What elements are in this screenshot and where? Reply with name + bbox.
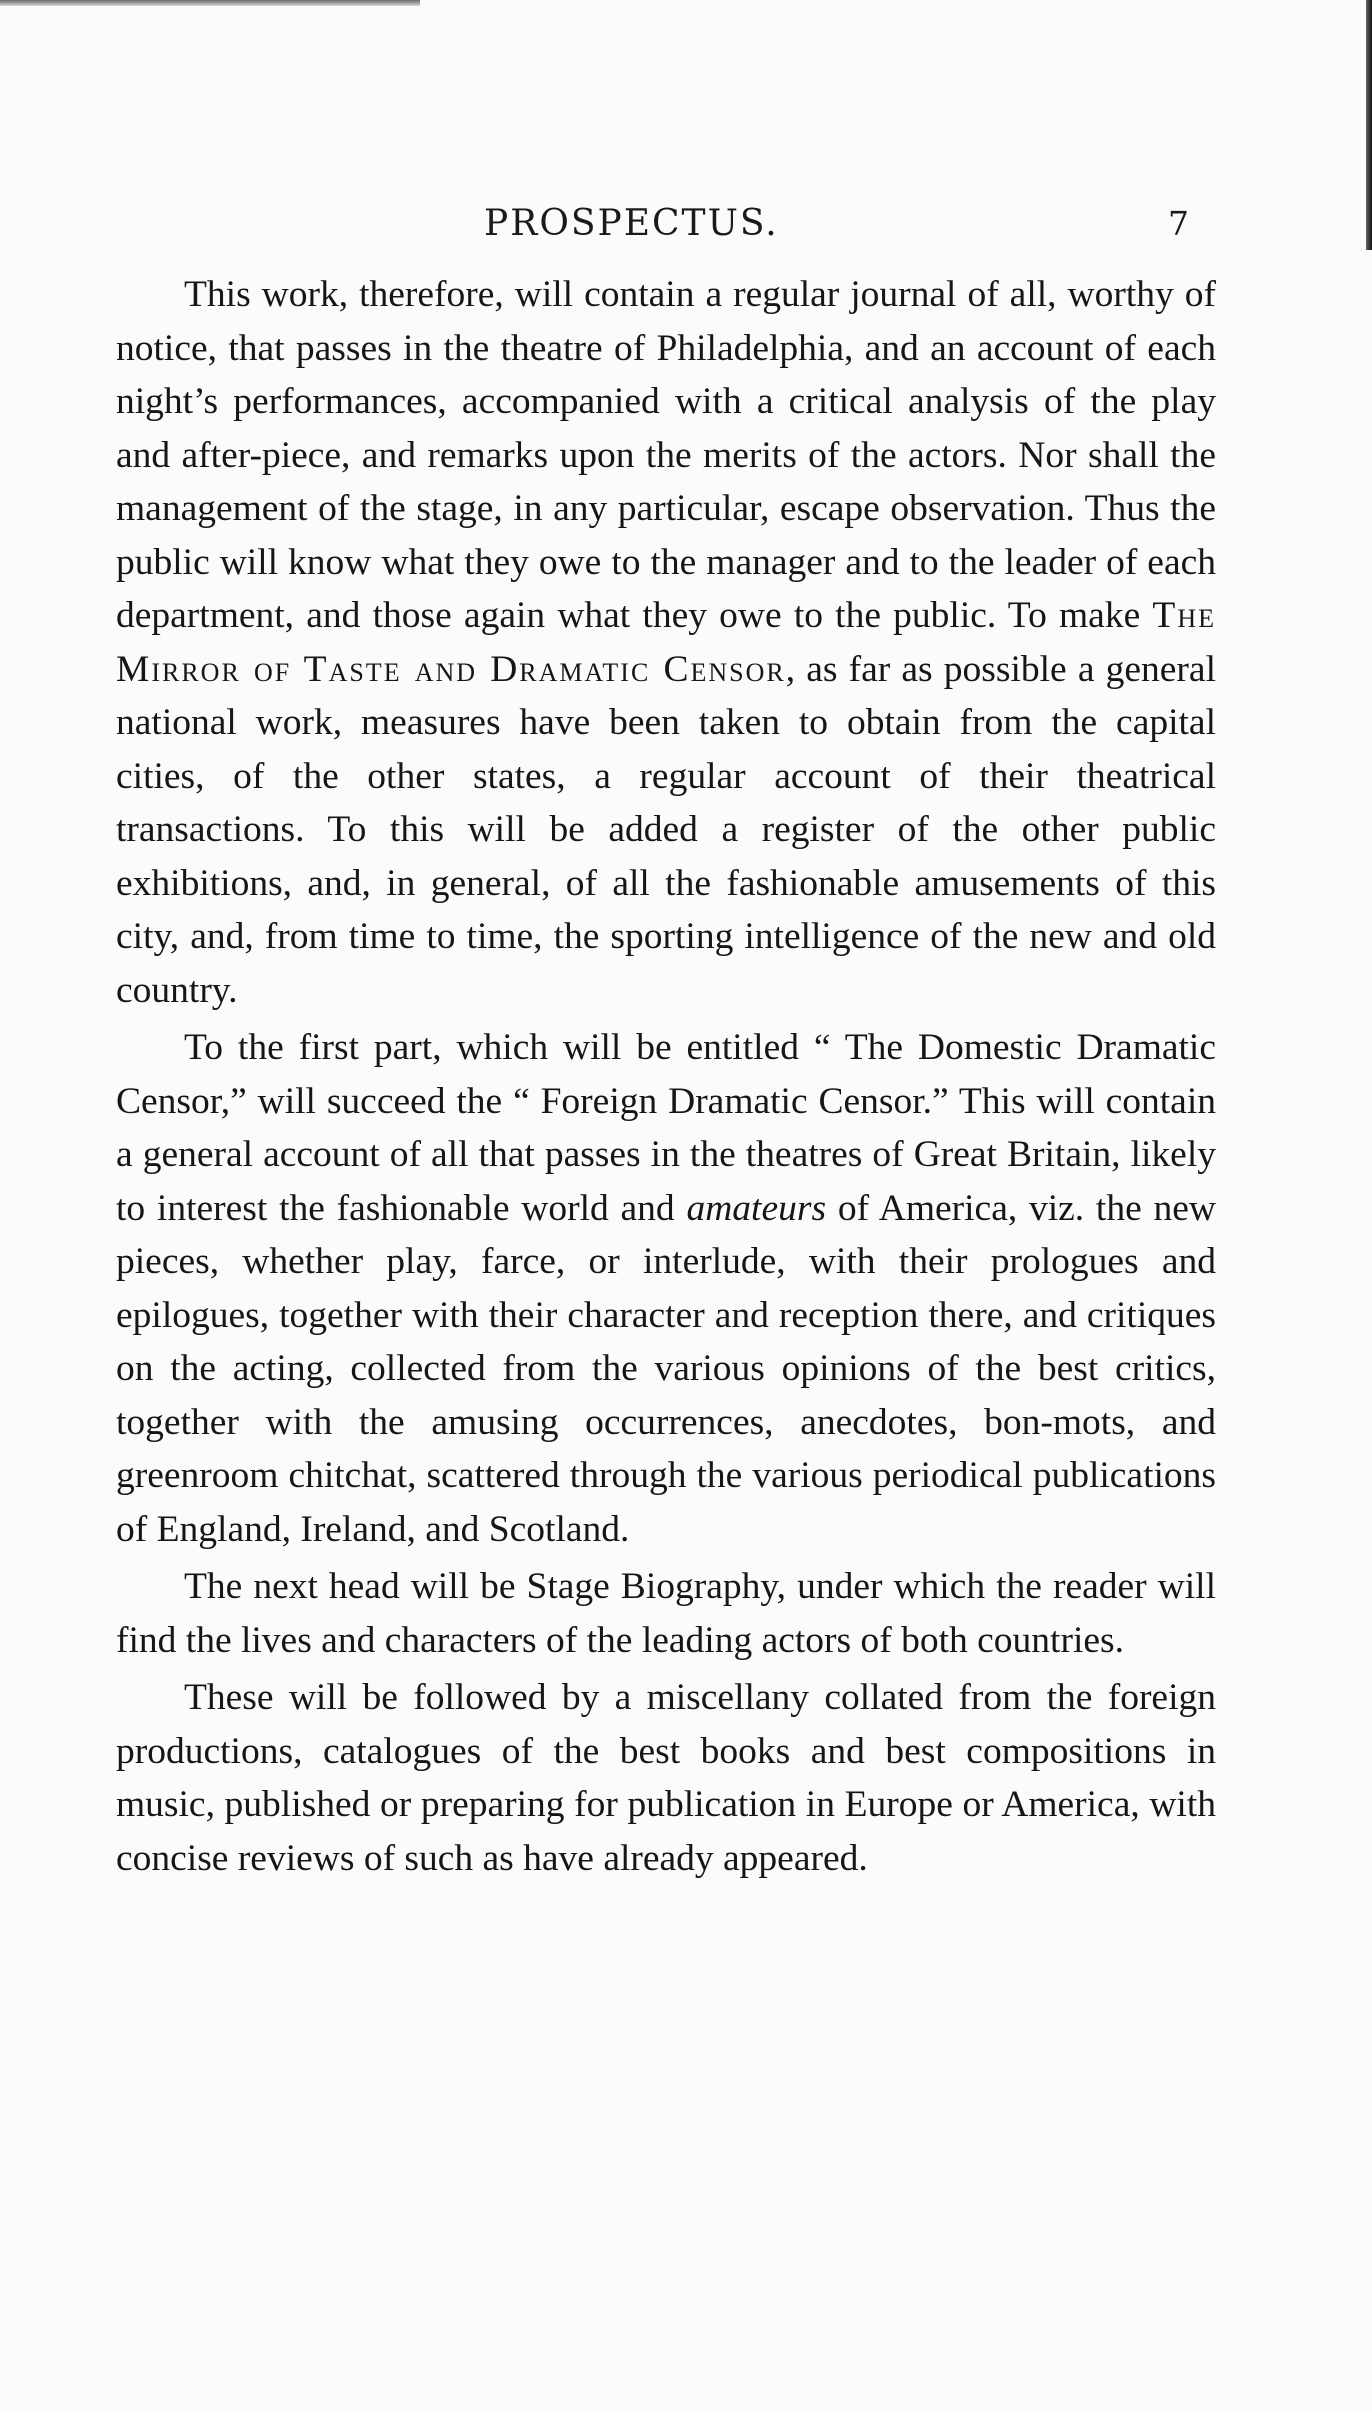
- page-edge-top: [0, 0, 420, 6]
- running-title: PROSPECTUS.: [484, 203, 779, 244]
- paragraph-1-part-b: , as far as possible a general national work, measures have been taken to obtain from the capital cities, of the other states, a regular account of their theatrical transactions. To this will be added a register of the other public exhibitions, and, in general, of all the fashionable amusements of this city, and, from time to time, the sporting intelligence of the new and old country.: [116, 648, 1216, 1011]
- paragraph-1-part-a: This work, therefore, will contain a regular journal of all, worthy of notice, that passes in the theatre of Philadelphia, and an account of each night’s performances, accompanied with a critical analysis of the play and after-piece, and remarks upon the merits of the actors. Nor shall the management of the stage, in any particular, escape observation. Thus the public will know what they owe to the manager and to the leader of each department, and those again what they owe to the public. To make: [116, 274, 1216, 636]
- paragraph-3: The next head will be Stage Biography, under which the reader will find the lives and characters of the leading actors of both countries.: [116, 1566, 1216, 1661]
- paragraph-2-part-a: To the first part, which will be entitled “ The Domestic Dramatic Censor,” will succeed the “ Foreign Dramatic Censor.” This will contain a general account of all that passes in the theatres of Great Britain, likely to interest the fashionable world and: [116, 1027, 1216, 1229]
- publication-title: The Mirror of Taste and Dramatic Censor: [116, 595, 1216, 690]
- paragraph-2: [116, 1021, 1216, 1556]
- page-number: 7: [1168, 204, 1189, 243]
- running-head: [0, 196, 1372, 252]
- paragraph-1: [116, 268, 1216, 1017]
- body-text: [116, 268, 1216, 1889]
- italic-word-amateurs: amateurs: [686, 1187, 827, 1229]
- paragraph-4: These will be followed by a miscellany collated from the foreign productions, catalogues of the best books and best compositions in music, published or preparing for publication in Europe or America, with concise reviews of such as have already appeared.: [116, 1677, 1216, 1879]
- paragraph-2-part-b: of America, viz. the new pieces, whether play, farce, or interlude, with their prologues and epilogues, together with their character and reception there, and critiques on the acting, collected from the various opinions of the best critics, together with the amusing occurrences, anecdotes, bon-mots, and greenroom chitchat, scattered through the various periodical publications of England, Ireland, and Scotland.: [116, 1187, 1216, 1550]
